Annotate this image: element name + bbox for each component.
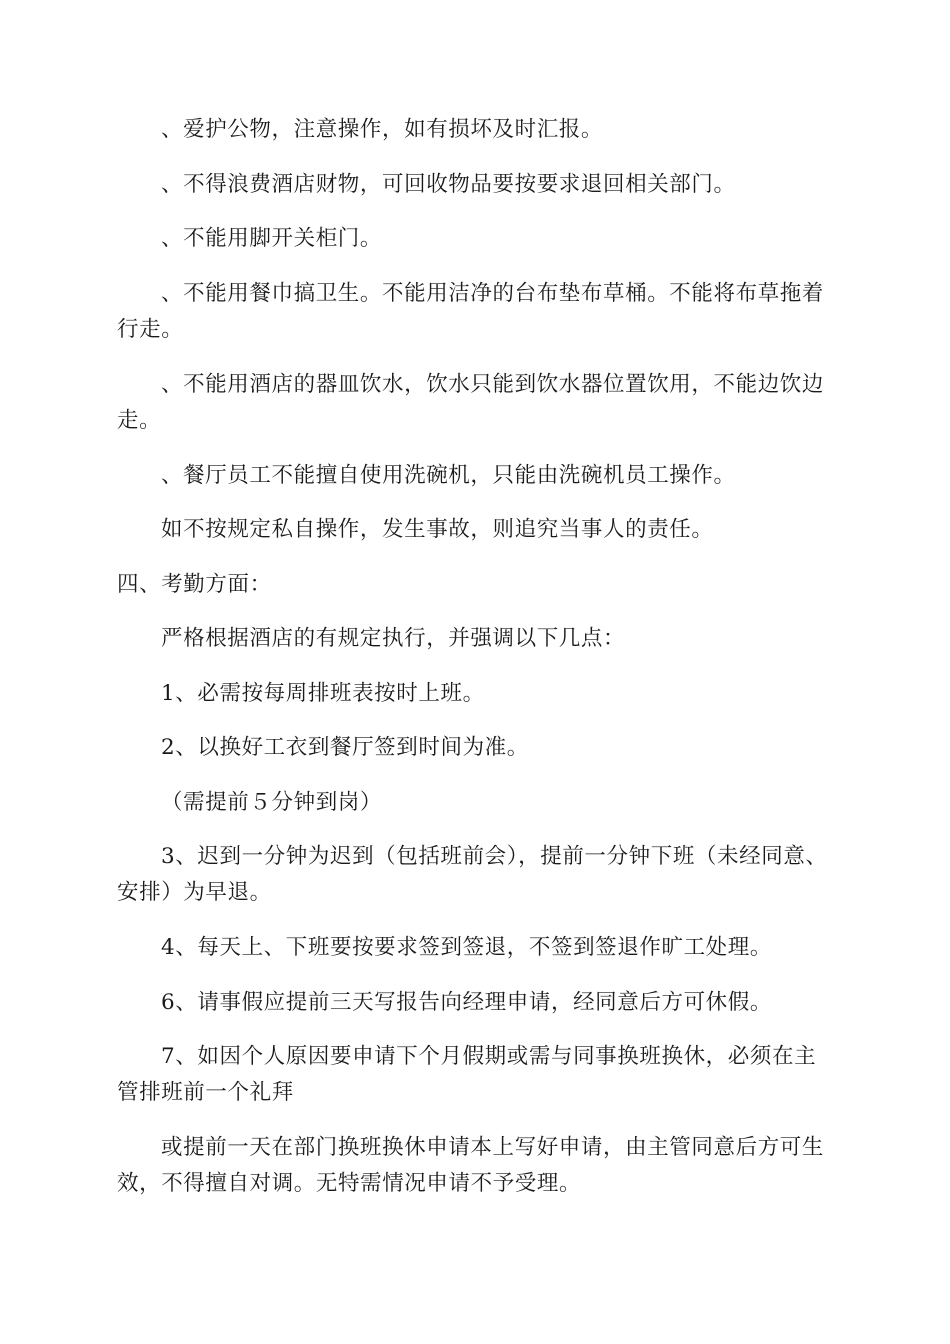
paragraph-liability: 如不按规定私自操作，发生事故，则追究当事人的责任。 [161,517,714,542]
paragraph-rule-2-note: （需提前５分钟到岗） [161,790,383,815]
paragraph-rule-4: 4、每天上、下班要按要求签到签退，不签到签退作旷工处理。 [161,935,772,960]
paragraph-rule-7: 7、如因个人原因要申请下个月假期或需与同事换班换休，必须在主管排班前一个礼拜 [117,1044,817,1105]
paragraph-care-property: 、爱护公物，注意操作，如有损坏及时汇报。 [161,117,604,142]
paragraph-rule-2: 2、以换好工衣到餐厅签到时间为准。 [161,735,529,760]
paragraph-rule-1: 1、必需按每周排班表按时上班。 [161,681,485,706]
section-heading-attendance: 四、考勤方面： [117,572,272,597]
paragraph-rule-7-continued: 或提前一天在部门换班换休申请本上写好申请，由主管同意后方可生效，不得擅自对调。无特需情况申请不予受理。 [117,1135,825,1196]
paragraph-rule-3: 3、迟到一分钟为迟到（包括班前会），提前一分钟下班（未经同意、安排）为早退。 [117,844,828,905]
paragraph-attendance-intro: 严格根据酒店的有规定执行，并强调以下几点： [161,626,626,651]
paragraph-no-waste: 、不得浪费酒店财物，可回收物品要按要求退回相关部门。 [161,172,736,197]
paragraph-napkin-hygiene: 、不能用餐巾搞卫生。不能用洁净的台布垫布草桶。不能将布草拖着行走。 [117,281,825,342]
paragraph-rule-6: 6、请事假应提前三天写报告向经理申请，经同意后方可休假。 [161,990,772,1015]
paragraph-dishwasher: 、餐厅员工不能擅自使用洗碗机，只能由洗碗机员工操作。 [161,463,736,488]
paragraph-drinking-water: 、不能用酒店的器皿饮水，饮水只能到饮水器位置饮用，不能边饮边走。 [117,372,825,433]
paragraph-cabinet-door: 、不能用脚开关柜门。 [161,226,383,251]
